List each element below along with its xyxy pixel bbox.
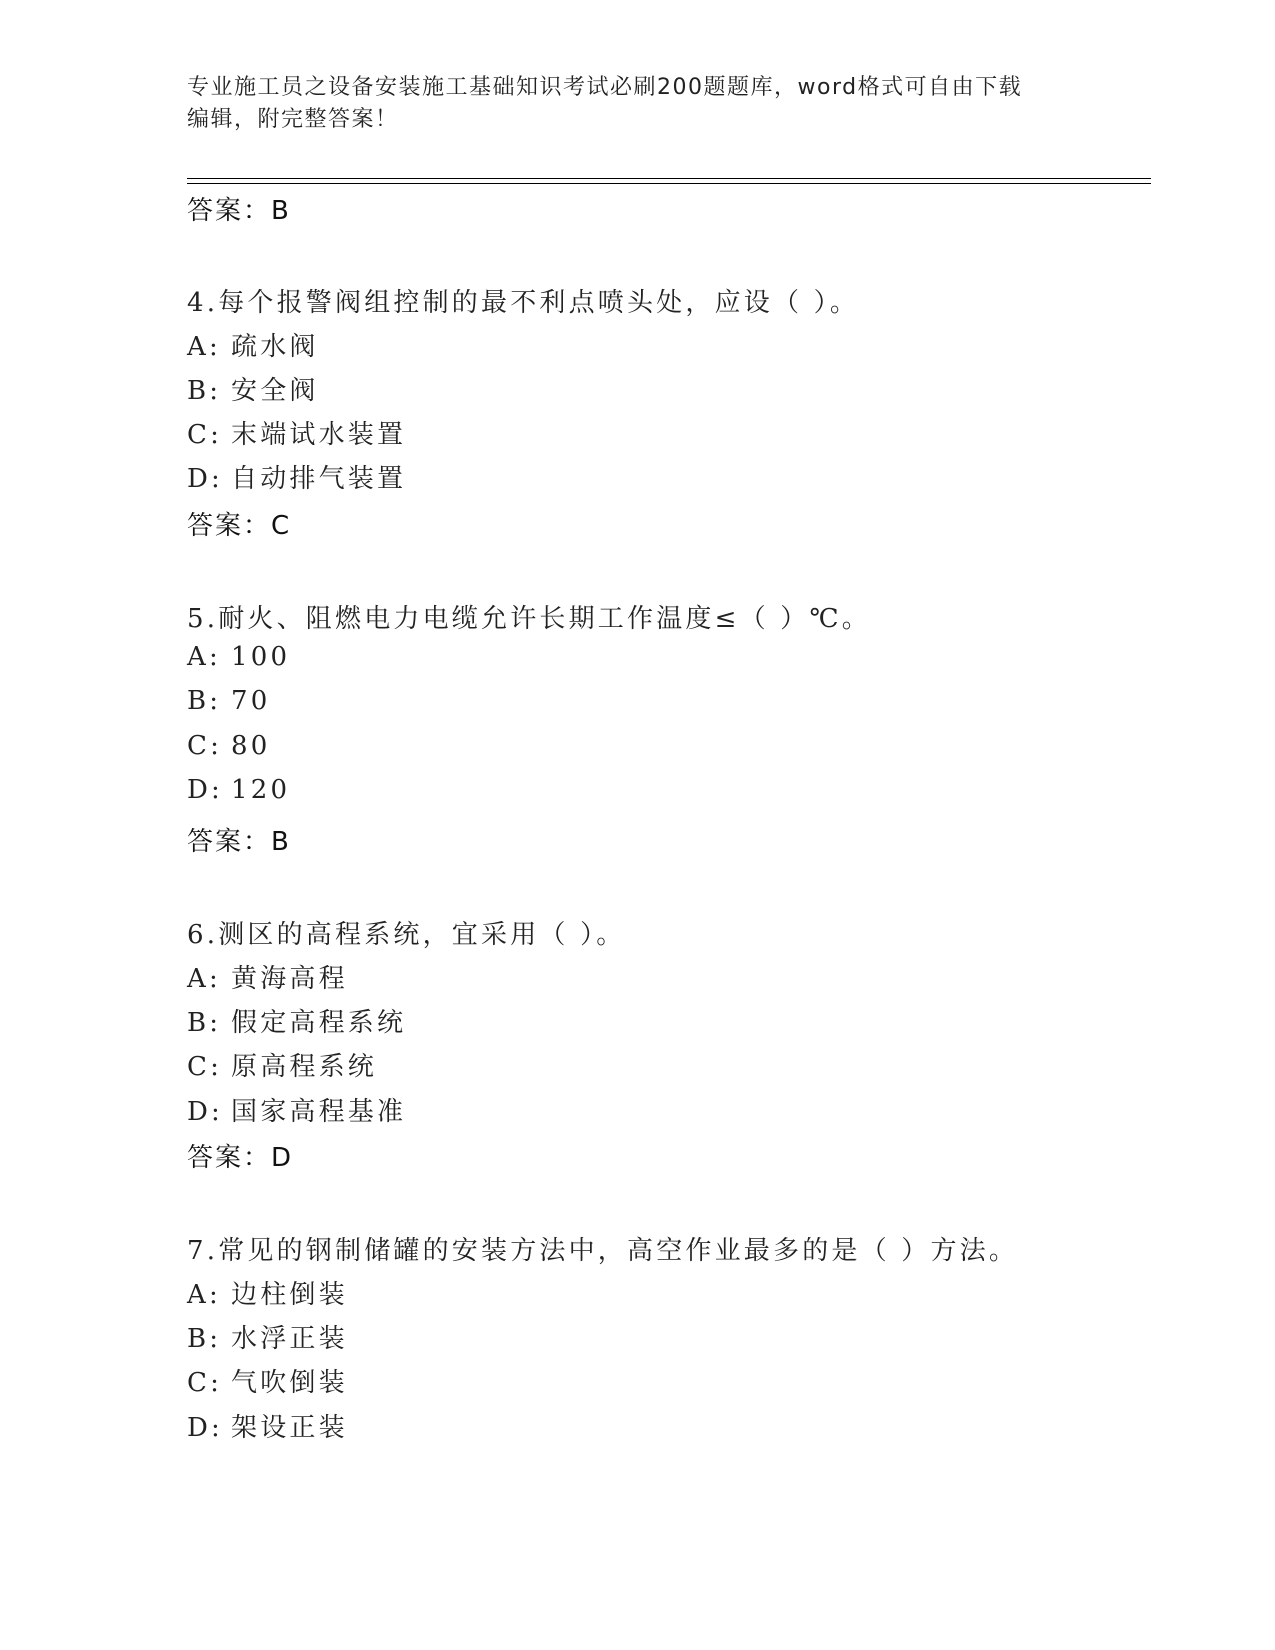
question-6-option-a	[187, 958, 348, 995]
option-text: 100	[231, 642, 291, 672]
question-5-option-b	[187, 686, 270, 716]
option-text: 假定高程系统	[231, 1008, 407, 1038]
question-4-option-d	[187, 458, 406, 495]
option-letter: C:	[187, 1052, 223, 1082]
option-letter: D:	[187, 1413, 224, 1443]
option-letter: A:	[187, 964, 221, 994]
option-letter: A:	[187, 642, 221, 672]
option-letter: A:	[187, 332, 221, 362]
question-5-option-d	[187, 775, 290, 805]
question-5-answer: 答案：B	[187, 827, 291, 857]
option-letter: C:	[187, 420, 223, 450]
option-text: 架设正装	[231, 1413, 348, 1443]
question-6-answer: 答案：D	[187, 1143, 294, 1173]
question-5-option-a	[187, 642, 290, 672]
option-letter: D:	[187, 1097, 224, 1127]
question-4-stem: 4.每个报警阀组控制的最不利点喷头处，应设（ ）。	[187, 288, 860, 318]
question-4-answer: 答案：C	[187, 511, 292, 541]
question-5-option-c	[187, 731, 270, 761]
question-6-option-d	[187, 1091, 406, 1128]
question-6-option-b	[187, 1002, 406, 1039]
option-text: 原高程系统	[231, 1052, 378, 1082]
header-line-1: 专业施工员之设备安装施工基础知识考试必刷200题题库，word格式可自由下载	[187, 75, 1023, 100]
option-text: 疏水阀	[231, 332, 319, 362]
option-text: 黄海高程	[231, 964, 348, 994]
option-letter: D:	[187, 775, 224, 805]
question-7-option-c	[187, 1362, 348, 1399]
question-7-option-d	[187, 1407, 348, 1444]
question-6-option-c	[187, 1046, 377, 1083]
option-text: 120	[231, 775, 291, 805]
option-letter: D:	[187, 464, 224, 494]
previous-answer: 答案：B	[187, 196, 291, 226]
question-4-option-a	[187, 326, 319, 363]
option-text: 安全阀	[231, 376, 319, 406]
option-letter: C:	[187, 731, 223, 761]
option-text: 边柱倒装	[231, 1280, 348, 1310]
option-text: 自动排气装置	[231, 464, 407, 494]
question-5-stem: 5.耐火、阻燃电力电缆允许长期工作温度≤（ ）℃。	[187, 604, 871, 634]
question-6-stem: 6.测区的高程系统，宜采用（ ）。	[187, 920, 626, 950]
option-text: 末端试水装置	[231, 420, 407, 450]
option-letter: C:	[187, 1368, 223, 1398]
option-letter: B:	[187, 686, 222, 716]
option-letter: A:	[187, 1280, 221, 1310]
header-line-2: 编辑，附完整答案！	[187, 107, 399, 132]
option-text: 国家高程基准	[231, 1097, 407, 1127]
option-text: 70	[231, 686, 271, 716]
option-letter: B:	[187, 1324, 222, 1354]
document-header	[187, 72, 1087, 136]
option-letter: B:	[187, 376, 222, 406]
question-7-option-b	[187, 1318, 348, 1355]
question-7-stem: 7.常见的钢制储罐的安装方法中，高空作业最多的是（ ）方法。	[187, 1236, 1019, 1266]
option-letter: B:	[187, 1008, 222, 1038]
option-text: 气吹倒装	[231, 1368, 348, 1398]
header-divider-bottom	[187, 183, 1151, 184]
question-4-option-b	[187, 370, 319, 407]
question-7-option-a	[187, 1274, 348, 1311]
option-text: 水浮正装	[231, 1324, 348, 1354]
option-text: 80	[231, 731, 271, 761]
header-divider-top	[187, 178, 1151, 179]
question-4-option-c	[187, 414, 406, 451]
